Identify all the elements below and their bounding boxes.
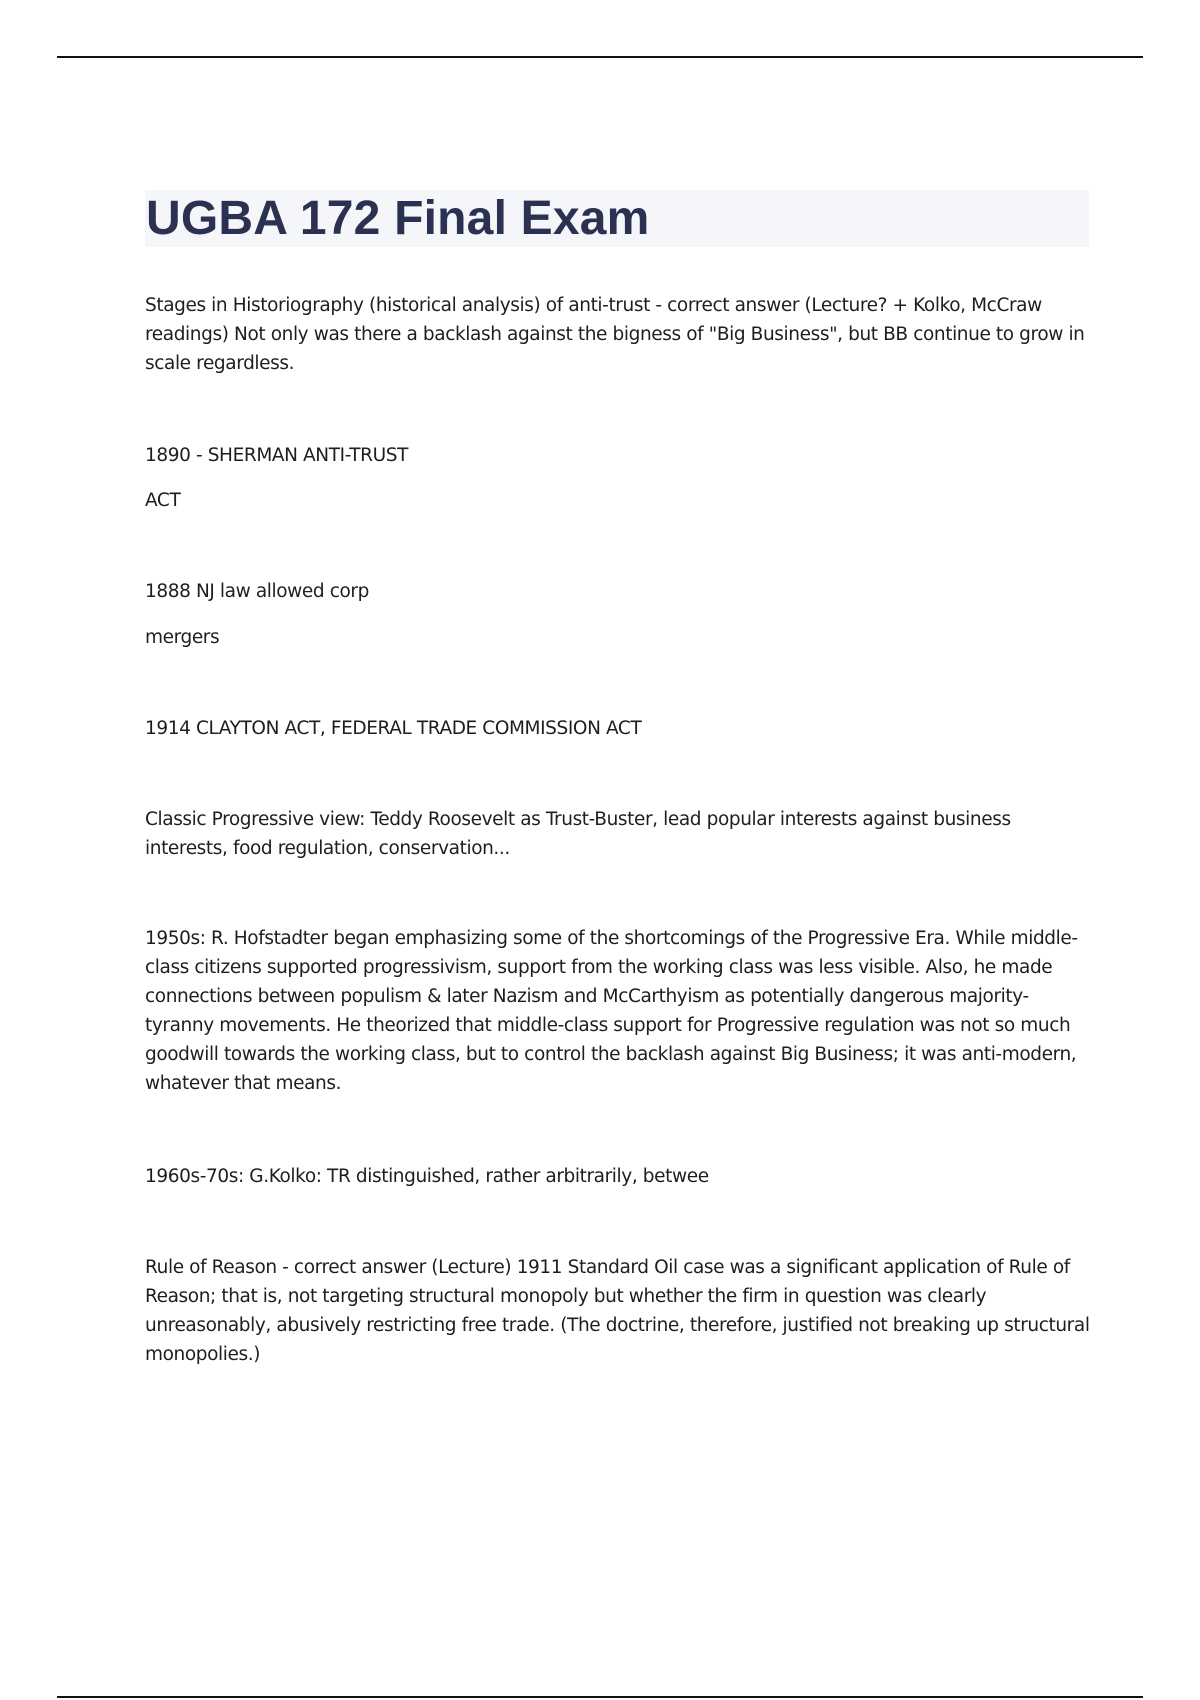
entry-sherman-act-line1: 1890 - SHERMAN ANTI-TRUST — [145, 445, 409, 466]
entry-nj-law-line2: mergers — [145, 627, 220, 648]
document-title: UGBA 172 Final Exam — [146, 192, 650, 245]
top-rule — [57, 56, 1143, 58]
bottom-rule — [57, 1696, 1143, 1698]
entry-rule-of-reason: Rule of Reason - correct answer (Lecture) 1911 Standard Oil case was a significant application of Rule of Reason; that is, not targeting structural monopoly but whether the firm in question was clearly unreasonably, abusively restricting free trade. (The doctrine, therefore, justified not breaking up structural monopolies.) — [145, 1257, 1090, 1365]
entry-clayton-act: 1914 CLAYTON ACT, FEDERAL TRADE COMMISSION ACT — [145, 718, 642, 739]
entry-classic-progressive-view: Classic Progressive view: Teddy Roosevelt as Trust-Buster, lead popular interests against business interests, food regulation, conservation... — [145, 809, 1011, 859]
entry-nj-law-line1: 1888 NJ law allowed corp — [145, 581, 369, 602]
entry-kolko-1960s: 1960s-70s: G.Kolko: TR distinguished, rather arbitrarily, betwee — [145, 1166, 709, 1187]
entry-historiography: Stages in Historiography (historical analysis) of anti-trust - correct answer (Lecture? + Kolko, McCraw readings) Not only was there a backlash against the bigness of "Big Business", but BB continue to grow in scale regardless. — [145, 295, 1085, 374]
entry-hofstadter-1950s: 1950s: R. Hofstadter began emphasizing some of the shortcomings of the Progressive Era. While middle-class citizens supported progressivism, support from the working class was less visible. Also, he made connections between populism & later Nazism and McCarthyism as potentially dangerous majority-tyranny movements. He theorized that middle-class support for Progressive regulation was not so much goodwill towards the working class, but to control the backlash against Big Business; it was anti-modern, whatever that means. — [145, 928, 1078, 1094]
entry-sherman-act-line2: ACT — [145, 490, 181, 511]
